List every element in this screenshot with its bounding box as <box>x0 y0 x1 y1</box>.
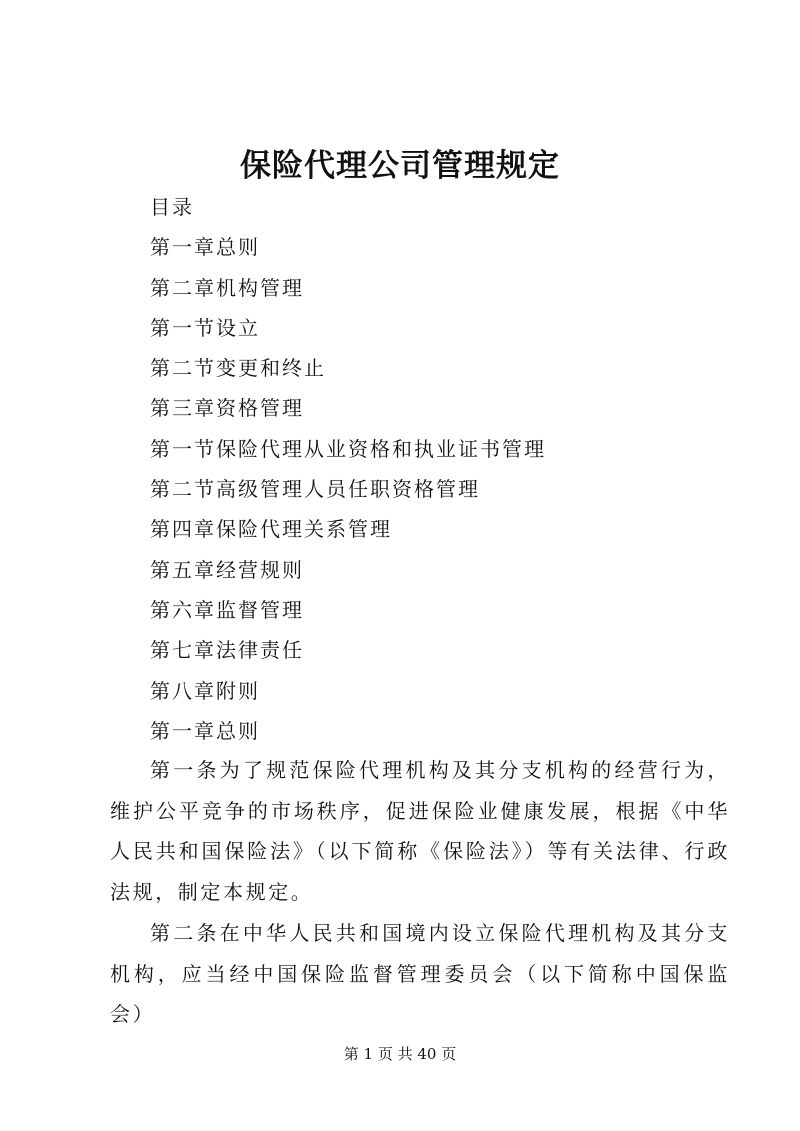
toc-heading: 目录 <box>150 195 194 219</box>
toc-item: 第一节保险代理从业资格和执业证书管理 <box>150 436 546 461</box>
table-of-contents <box>150 190 546 754</box>
toc-item: 第八章附则 <box>150 678 260 703</box>
article-paragraph: 第二条在中华人民共和国境内设立保险代理机构及其分支机构，应当经中国保险监督管理委员会（以下简称中国保监会） <box>110 921 730 1026</box>
toc-item: 第五章经营规则 <box>150 557 304 582</box>
page-number-footer: 第 1 页 共 40 页 <box>343 1045 457 1063</box>
document-title: 保险代理公司管理规定 <box>240 148 560 184</box>
toc-item: 第三章资格管理 <box>150 396 304 421</box>
toc-item: 第一节设立 <box>150 315 260 340</box>
article-paragraph: 第一条为了规范保险代理机构及其分支机构的经营行为，维护公平竞争的市场秩序，促进保险业健康发展，根据《中华人民共和国保险法》（以下简称《保险法》）等有关法律、行政法规，制定本规定。 <box>110 758 730 904</box>
chapter-heading: 第一章总则 <box>150 718 260 743</box>
toc-item: 第二节变更和终止 <box>150 356 326 381</box>
toc-item: 第一章总则 <box>150 235 260 260</box>
toc-item: 第六章监督管理 <box>150 597 304 622</box>
toc-item: 第二节高级管理人员任职资格管理 <box>150 477 480 502</box>
toc-item: 第七章法律责任 <box>150 638 304 663</box>
toc-item: 第二章机构管理 <box>150 275 304 300</box>
toc-item: 第四章保险代理关系管理 <box>150 517 392 542</box>
